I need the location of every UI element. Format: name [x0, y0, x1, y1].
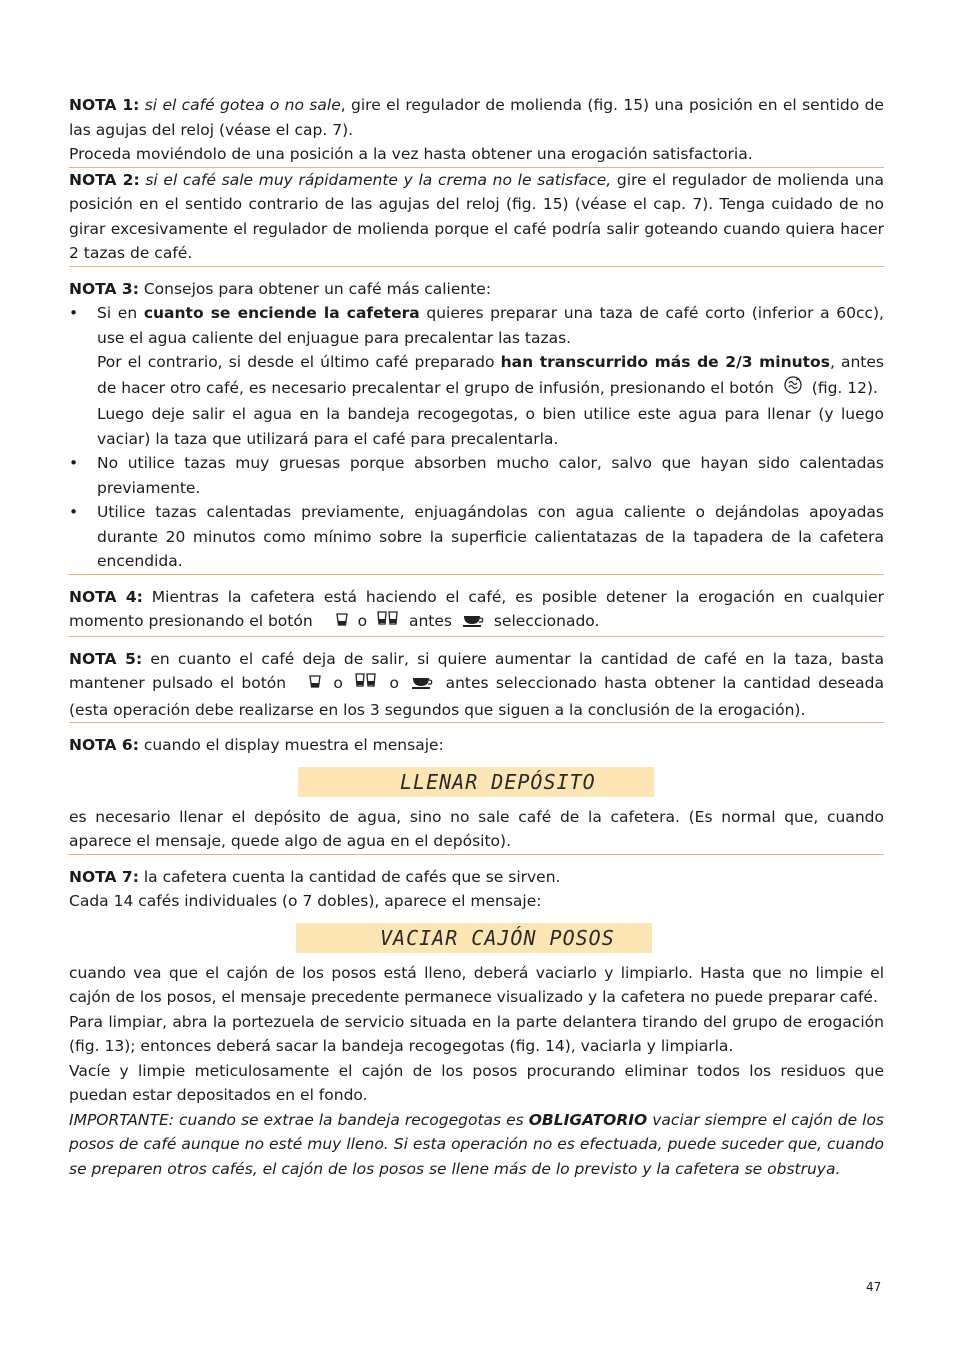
b1-bold: cuanto se enciende la cafetera [143, 304, 420, 322]
nota-7-label: NOTA 7: [69, 867, 139, 886]
manual-page-content [69, 93, 884, 1181]
imp-post: vaciar siempre el cajón de los posos de café aunque no esté muy lleno. Si esta operación no es efectuada, puede suceder que, cuando se preparen otros cafés, el cajón de los posos se llene más de lo previsto y la cafetera se obstruya. [69, 1110, 884, 1178]
b1-p2-bold: han transcurrido más de 2/3 minutos [500, 353, 830, 371]
display-message-llenar: LLENAR DEPÓSITO [298, 767, 654, 797]
coffee-cup-icon [410, 673, 434, 698]
nota-4-o: o [357, 612, 368, 630]
b3-text: Utilice tazas calentadas previamente, enjuagándolas con agua caliente o dejándolas apoyadas durante 20 minutos como mínimo sobre la superficie calientatazas de la tapadera de la cafetera encendida. [97, 503, 884, 570]
nota-7-line2: Cada 14 cafés individuales (o 7 dobles), aparece el mensaje: [69, 892, 542, 910]
nota-7-p2: Para limpiar, abra la portezuela de servicio situada en la parte delantera tirando del grupo de erogación (fig. 13); entonces deberá sacar la bandeja recogegotas (fig. 14), vaciarla y limpiarla. [69, 1012, 884, 1055]
nota-6 [69, 733, 884, 855]
one-cup-icon [335, 611, 349, 636]
nota-5 [69, 647, 884, 724]
nota-3-b1-p3: Luego deje salir el agua en la bandeja recogegotas, o bien utilice este agua para llenar (y luego vaciar) la taza que utilizará para el café para precalentarla. [97, 405, 884, 448]
nota-5-label: NOTA 5: [69, 649, 143, 668]
imp-bold: OBLIGATORIO [528, 1110, 648, 1129]
nota-7-text [69, 865, 884, 890]
nota-3-intro [69, 277, 884, 302]
nota-4 [69, 585, 884, 637]
two-cups-icon [354, 672, 378, 698]
nota-2-body: gire el regulador de molienda una posición en el sentido contrario de las agujas del reloj (fig. 15) (véase el cap. 7). Tenga cuidado de no girar excesivamente el regulador de molienda porque el café podría salir goteando cuando quiera hacer 2 tazas de café. [69, 170, 884, 262]
nota-2-label: NOTA 2: [69, 170, 140, 189]
list-item [69, 451, 884, 500]
two-cups-icon [376, 610, 400, 636]
nota-3-b1-p1 [97, 301, 884, 350]
nota-3 [69, 277, 884, 575]
coffee-cup-icon [461, 611, 485, 636]
nota-4-body: Mientras la cafetera está haciendo el café, es posible detener la erogación en cualquier momento presionando el botón [69, 587, 884, 630]
b2-text: No utilice tazas muy gruesas porque absorben mucho calor, salvo que hayan sido calentadas previamente. [97, 454, 884, 497]
imp-pre: IMPORTANTE: cuando se extrae la bandeja recogegotas es [69, 1110, 529, 1129]
b1-p2-end: (fig. 12). [811, 378, 878, 397]
nota-3-intro-text: Consejos para obtener un café más caliente: [138, 279, 492, 298]
b1-pre: Si en [97, 304, 144, 322]
page-number: 47 [866, 1280, 882, 1294]
nota-4-label: NOTA 4: [69, 587, 143, 606]
nota-5-o2: o [389, 674, 399, 692]
nota-1-condition: si el café gotea o no sale [144, 96, 341, 114]
b1-p2-post: , antes de hacer otro café, es necesario precalentar el grupo de infusión, presionando el botón [97, 353, 885, 397]
list-item [69, 500, 884, 574]
nota-4-end: seleccionado. [493, 612, 600, 630]
nota-7-p1: cuando vea que el cajón de los posos está lleno, deberá vaciarlo y limpiarlo. Hasta que no limpie el cajón de los posos, el mensaje precedente permanece visualizado y la cafetera no puede preparar café. [69, 963, 884, 1006]
nota-6-text [69, 733, 884, 758]
nota-1-label: NOTA 1: [69, 96, 140, 114]
nota-2-condition: si el café sale muy rápidamente y la crema no le satisface, [145, 170, 612, 189]
hot-water-rinse-icon [783, 375, 803, 403]
nota-5-text [69, 647, 884, 723]
nota-3-list [69, 301, 884, 574]
nota-4-text [69, 585, 884, 636]
nota-3-label: NOTA 3: [69, 279, 139, 298]
list-item [69, 301, 884, 451]
nota-2-text [69, 168, 884, 266]
nota-7 [69, 865, 884, 1182]
nota-1-text [69, 93, 884, 142]
nota-6-label: NOTA 6: [69, 736, 139, 754]
b1-p2-pre: Por el contrario, si desde el último café preparado [97, 353, 501, 371]
nota-6-body: cuando el display muestra el mensaje: [138, 736, 444, 754]
nota-7-p3: Vacíe y limpie meticulosamente el cajón de los posos procurando eliminar todos los residuos que puedan estar depositados en el fondo. [69, 1061, 884, 1104]
nota-6-after: es necesario llenar el depósito de agua, sino no sale café de la cafetera. (Es normal que, cuando aparece el mensaje, quede algo de agua en el depósito). [69, 807, 884, 850]
nota-1 [69, 93, 884, 168]
nota-5-o1: o [333, 674, 343, 692]
nota-1-line2: Proceda moviéndolo de una posición a la vez hasta obtener una erogación satisfactoria. [69, 145, 753, 163]
nota-7-importante [69, 1108, 884, 1182]
b1-post: quieres preparar una taza de café corto (inferior a 60cc), use el agua caliente del enjuague para precalentar las tazas. [97, 304, 884, 347]
nota-1-body: , gire el regulador de molienda (fig. 15) una posición en el sentido de las agujas del reloj (véase el cap. 7). [69, 96, 884, 139]
nota-7-body: la cafetera cuenta la cantidad de cafés que se sirven. [138, 867, 561, 886]
nota-2 [69, 168, 884, 267]
one-cup-icon [308, 673, 322, 698]
nota-5-end: antes seleccionado hasta obtener la cantidad deseada (esta operación debe realizarse en los 3 segundos que siguen a la conclusión de la erogación). [69, 674, 885, 719]
nota-4-antes: antes [408, 612, 452, 630]
display-message-vaciar: VACIAR CAJÓN POSOS [296, 923, 652, 953]
nota-3-b1-p2 [97, 350, 884, 402]
nota-5-body: en cuanto el café deja de salir, si quiere aumentar la cantidad de café en la taza, basta mantener pulsado el botón [69, 649, 884, 692]
